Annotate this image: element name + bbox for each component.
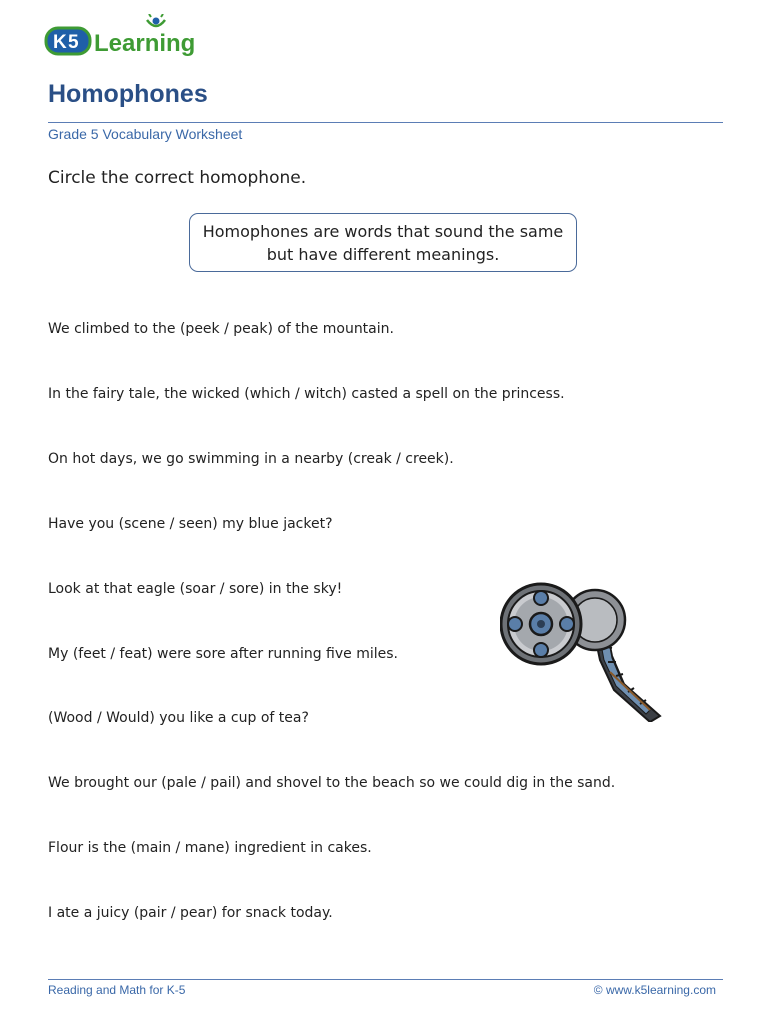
page-title: Homophones [48, 80, 208, 108]
instruction-text: Circle the correct homophone. [48, 168, 307, 188]
sentence-3: On hot days, we go swimming in a nearby (creak / creek). [48, 451, 454, 467]
footer-divider [48, 979, 723, 980]
film-reel-icon [500, 576, 662, 722]
sentence-1: We climbed to the (peek / peak) of the mountain. [48, 321, 394, 337]
svg-text:5: 5 [68, 32, 79, 53]
header-divider [48, 122, 723, 123]
sentence-8: We brought our (pale / pail) and shovel to the beach so we could dig in the sand. [48, 775, 616, 791]
sentence-4: Have you (scene / seen) my blue jacket? [48, 516, 333, 532]
definition-box [189, 213, 577, 272]
sentence-10: I ate a juicy (pair / pear) for snack today. [48, 905, 333, 921]
footer-website-link[interactable]: © www.k5learning.com [593, 983, 716, 997]
svg-text:Learning: Learning [94, 30, 196, 57]
svg-text:K: K [53, 32, 67, 53]
sentence-5: Look at that eagle (soar / sore) in the sky! [48, 581, 343, 597]
sentence-2: In the fairy tale, the wicked (which / witch) casted a spell on the princess. [48, 386, 565, 402]
footer-tagline: Reading and Math for K-5 [48, 983, 186, 997]
k5-learning-logo [44, 14, 214, 60]
sentence-7: (Wood / Would) you like a cup of tea? [48, 710, 309, 726]
sentence-9: Flour is the (main / mane) ingredient in cakes. [48, 840, 372, 856]
sentence-6: My (feet / feat) were sore after running five miles. [48, 646, 398, 662]
definition-text: Homophones are words that sound the same but have different meanings. [202, 221, 564, 264]
worksheet-subtitle: Grade 5 Vocabulary Worksheet [48, 126, 243, 142]
